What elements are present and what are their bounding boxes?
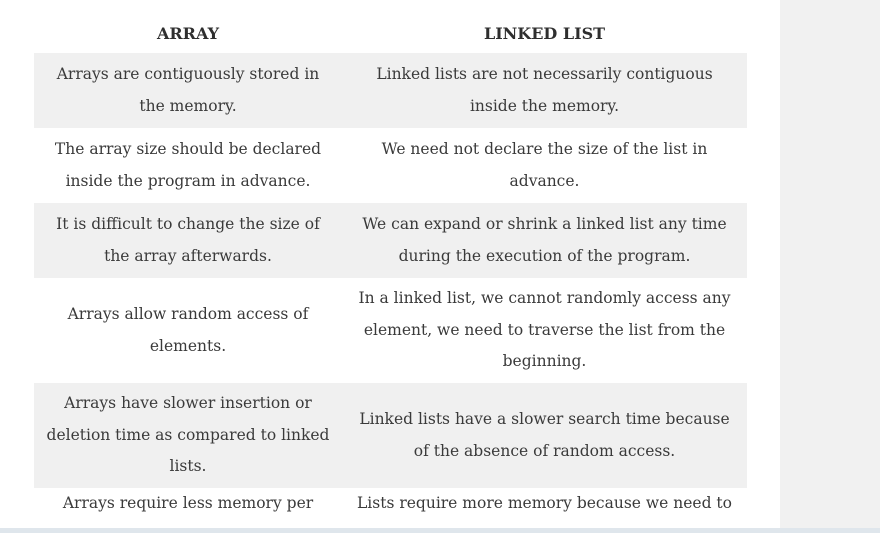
header-array: ARRAY [156, 23, 220, 43]
linked-list-cell: Linked lists have a slower search time because of the absence of random access. [359, 410, 730, 460]
linked-list-cell: Linked lists are not necessarily contiguous inside the memory. [376, 65, 713, 115]
table-row [34, 53, 747, 128]
linked-list-cell: Lists require more memory because we need to [357, 494, 732, 512]
table-row [34, 488, 747, 533]
linked-list-cell: We need not declare the size of the list in advance. [381, 140, 708, 190]
array-cell: Arrays are contiguously stored in the memory. [56, 65, 320, 115]
table-header-row [34, 14, 747, 53]
table-row [34, 383, 747, 488]
array-cell: Arrays allow random access of elements. [67, 305, 309, 355]
array-cell: The array size should be declared inside the program in advance. [54, 140, 322, 190]
linked-list-cell: In a linked list, we cannot randomly access any element, we need to traverse the list from the beginning. [358, 289, 731, 371]
table-row [34, 203, 747, 278]
comparison-table [34, 14, 747, 533]
linked-list-cell: We can expand or shrink a linked list any time during the execution of the program. [362, 215, 727, 265]
header-linked-list: LINKED LIST [483, 23, 606, 43]
table-row [34, 128, 747, 203]
array-cell: It is difficult to change the size of the array afterwards. [56, 215, 320, 265]
table-row [34, 278, 747, 383]
right-gutter [780, 0, 880, 533]
array-cell: Arrays have slower insertion or deletion time as compared to linked lists. [46, 394, 330, 476]
array-cell: Arrays require less memory per [62, 494, 314, 512]
